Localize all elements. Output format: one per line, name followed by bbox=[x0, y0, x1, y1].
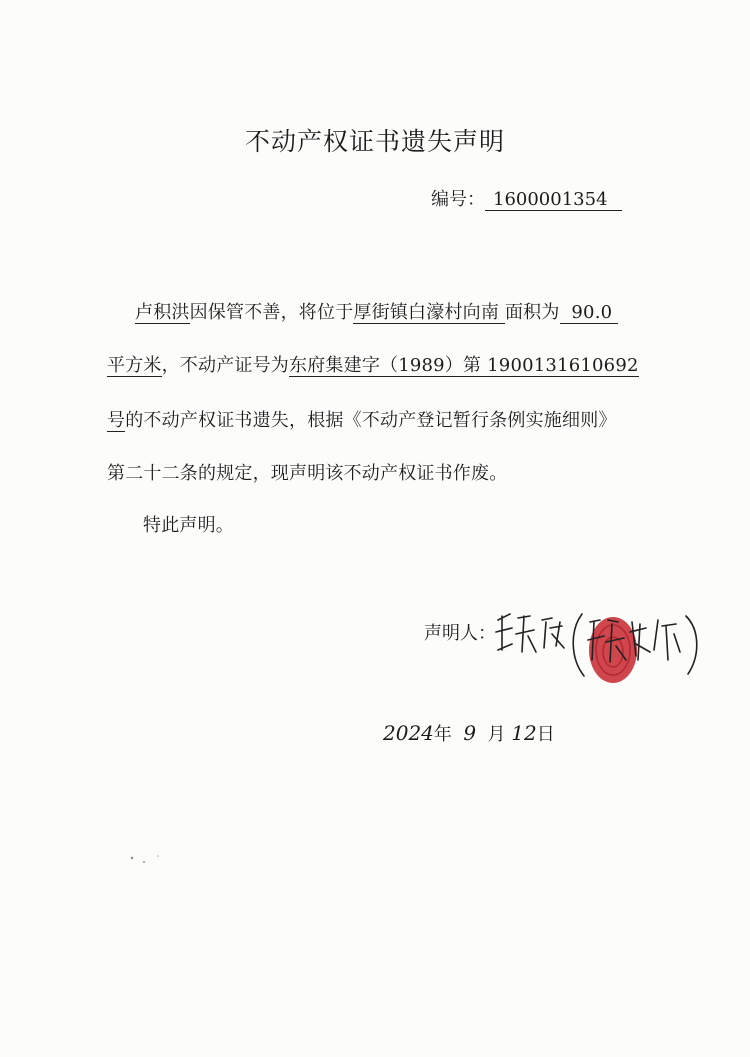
body-line-4: 第二十二条的规定，现声明该不动产权证书作废。 bbox=[107, 463, 508, 484]
body-line-2 bbox=[107, 351, 639, 377]
property-area: 90.0 bbox=[571, 302, 613, 323]
certificate-prefix: 东府集建字（1989）第 bbox=[289, 355, 482, 376]
declaration-date bbox=[383, 720, 555, 746]
body-text-4: 的不动产权证书遗失，根据《不动产登记暂行条例实施细则》 bbox=[125, 410, 617, 431]
closing-text: 特此声明。 bbox=[143, 515, 234, 536]
area-unit: 平方米 bbox=[107, 355, 162, 376]
signature-drawing bbox=[490, 600, 705, 690]
number-label: 编号： bbox=[431, 189, 485, 210]
hao-char: 号 bbox=[107, 410, 126, 431]
body-text-1: 因保管不善，将位于 bbox=[189, 302, 354, 323]
body-line-3 bbox=[107, 406, 617, 432]
date-month: 9 bbox=[463, 721, 477, 745]
date-day: 12 bbox=[511, 721, 537, 745]
signature-label: 声明人： bbox=[424, 623, 496, 644]
number-value: 1600001354 bbox=[485, 190, 622, 211]
year-char: 年 bbox=[433, 724, 452, 745]
owner-name: 卢积洪 bbox=[135, 302, 190, 323]
certificate-number: 1900131610692 bbox=[487, 355, 639, 376]
day-char: 日 bbox=[536, 724, 555, 745]
document-number bbox=[431, 185, 622, 211]
paper-specks bbox=[128, 852, 168, 872]
specks-drawing bbox=[128, 852, 168, 868]
property-location: 厚街镇白濠村向南 bbox=[353, 302, 500, 323]
body-line-1 bbox=[135, 298, 618, 324]
handwritten-signature bbox=[490, 600, 705, 694]
date-year: 2024 bbox=[383, 721, 434, 745]
body-text-2: 面积为 bbox=[504, 302, 560, 323]
body-text-3: ，不动产证号为 bbox=[161, 355, 290, 376]
page-title: 不动产权证书遗失声明 bbox=[244, 127, 505, 156]
month-char: 月 bbox=[487, 724, 506, 745]
